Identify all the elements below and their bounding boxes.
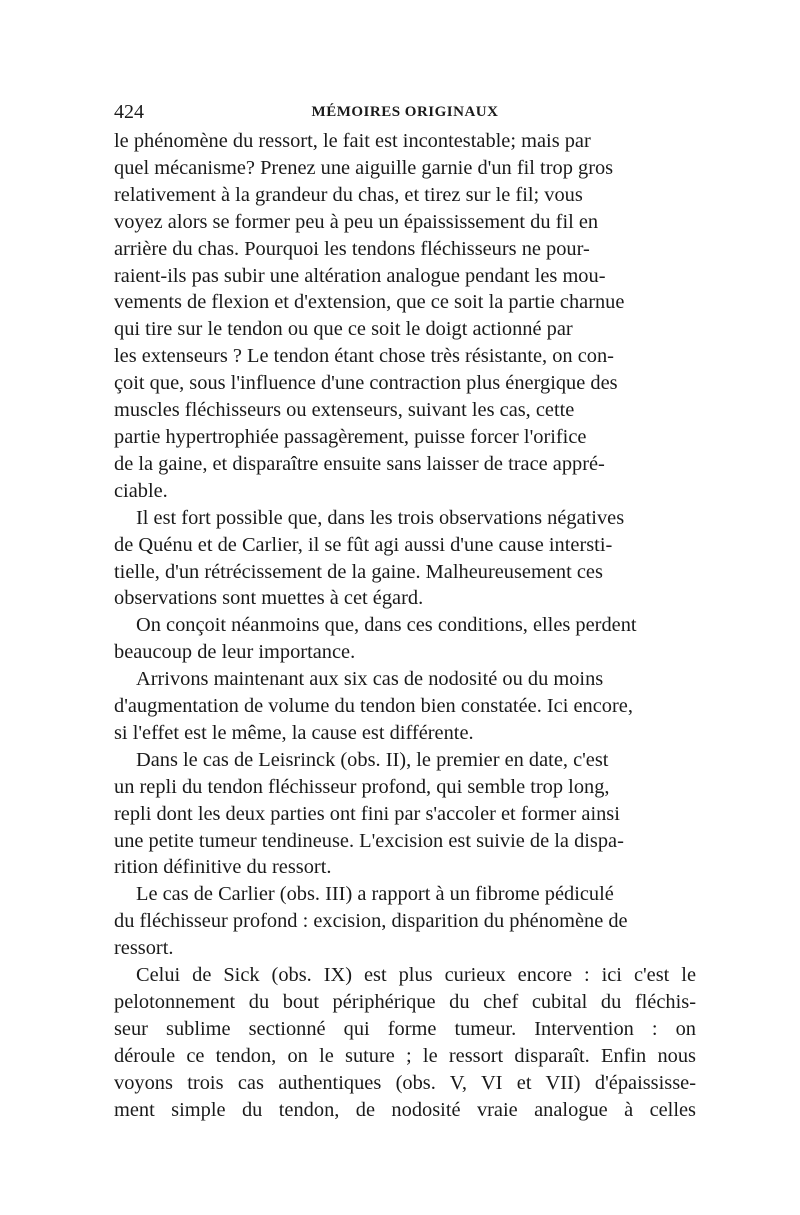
text-line: Arrivons maintenant aux six cas de nodosité ou du moins <box>136 668 604 691</box>
text-line: muscles fléchisseurs ou extenseurs, suivant les cas, cette <box>114 399 575 422</box>
text-line: les extenseurs ? Le tendon étant chose très résistante, on con- <box>114 345 614 368</box>
text-line: observations sont muettes à cet égard. <box>114 587 424 610</box>
paragraph-7 <box>114 962 696 1123</box>
text-line: partie hypertrophiée passagèrement, puisse forcer l'orifice <box>114 425 587 448</box>
paragraph-5 <box>114 747 696 882</box>
text-line: raient-ils pas subir une altération analogue pendant les mou- <box>114 264 606 287</box>
page-number: 424 <box>114 101 144 123</box>
text-line: Celui de Sick (obs. IX) est plus curieux encore : ici c'est le <box>136 964 696 987</box>
paragraph-1 <box>114 128 696 505</box>
text-line: tielle, d'un rétrécissement de la gaine. Malheureusement ces <box>114 560 603 583</box>
text-line: si l'effet est le même, la cause est différente. <box>114 721 474 744</box>
text-line: du fléchisseur profond : excision, disparition du phénomène de <box>114 910 628 933</box>
text-line: relativement à la grandeur du chas, et tirez sur le fil; vous <box>114 183 583 206</box>
text-line: ressort. <box>114 937 174 960</box>
text-line: de la gaine, et disparaître ensuite sans laisser de trace appré- <box>114 452 605 475</box>
text-line: repli dont les deux parties ont fini par s'accoler et former ainsi <box>114 802 620 825</box>
text-line: vements de flexion et d'extension, que ce soit la partie charnue <box>114 291 625 314</box>
text-line: pelotonnement du bout périphérique du chef cubital du fléchis- <box>114 991 696 1013</box>
text-line: qui tire sur le tendon ou que ce soit le doigt actionné par <box>114 318 573 341</box>
text-line: Le cas de Carlier (obs. III) a rapport à un fibrome pédiculé <box>136 883 614 906</box>
text-line: une petite tumeur tendineuse. L'excision est suivie de la dispa- <box>114 829 624 852</box>
text-line: rition définitive du ressort. <box>114 856 332 879</box>
text-line: ment simple du tendon, de nodosité vraie analogue à celles <box>114 1098 696 1121</box>
text-line: On conçoit néanmoins que, dans ces conditions, elles perdent <box>136 614 637 637</box>
paragraph-2 <box>114 505 696 613</box>
text-line: le phénomène du ressort, le fait est incontestable; mais par <box>114 130 591 152</box>
text-line: beaucoup de leur importance. <box>114 641 356 664</box>
text-line: de Quénu et de Carlier, il se fût agi aussi d'une cause intersti- <box>114 533 613 556</box>
text-line: çoit que, sous l'influence d'une contraction plus énergique des <box>114 372 618 395</box>
paragraph-4 <box>114 666 696 747</box>
text-line: quel mécanisme? Prenez une aiguille garnie d'un fil trop gros <box>114 156 614 179</box>
paragraph-6 <box>114 881 696 962</box>
body-text <box>114 128 696 1124</box>
running-header <box>114 98 696 126</box>
text-line: ciable. <box>114 479 168 502</box>
text-line: voyons trois cas authentiques (obs. V, VI et VII) d'épaississe- <box>114 1071 696 1094</box>
paragraph-3 <box>114 612 696 666</box>
text-line: Dans le cas de Leisrinck (obs. II), le premier en date, c'est <box>136 748 609 771</box>
running-title: MÉMOIRES ORIGINAUX <box>311 104 499 120</box>
text-line: déroule ce tendon, on le suture ; le ressort disparaît. Enfin nous <box>114 1044 696 1067</box>
text-line: d'augmentation de volume du tendon bien constatée. Ici encore, <box>114 695 633 718</box>
text-line: arrière du chas. Pourquoi les tendons fléchisseurs ne pour- <box>114 237 590 260</box>
text-line: Il est fort possible que, dans les trois observations négatives <box>136 506 625 529</box>
text-line: seur sublime sectionné qui forme tumeur. Intervention : on <box>114 1017 696 1040</box>
text-line: un repli du tendon fléchisseur profond, qui semble trop long, <box>114 775 610 798</box>
text-line: voyez alors se former peu à peu un épaississement du fil en <box>114 210 599 233</box>
